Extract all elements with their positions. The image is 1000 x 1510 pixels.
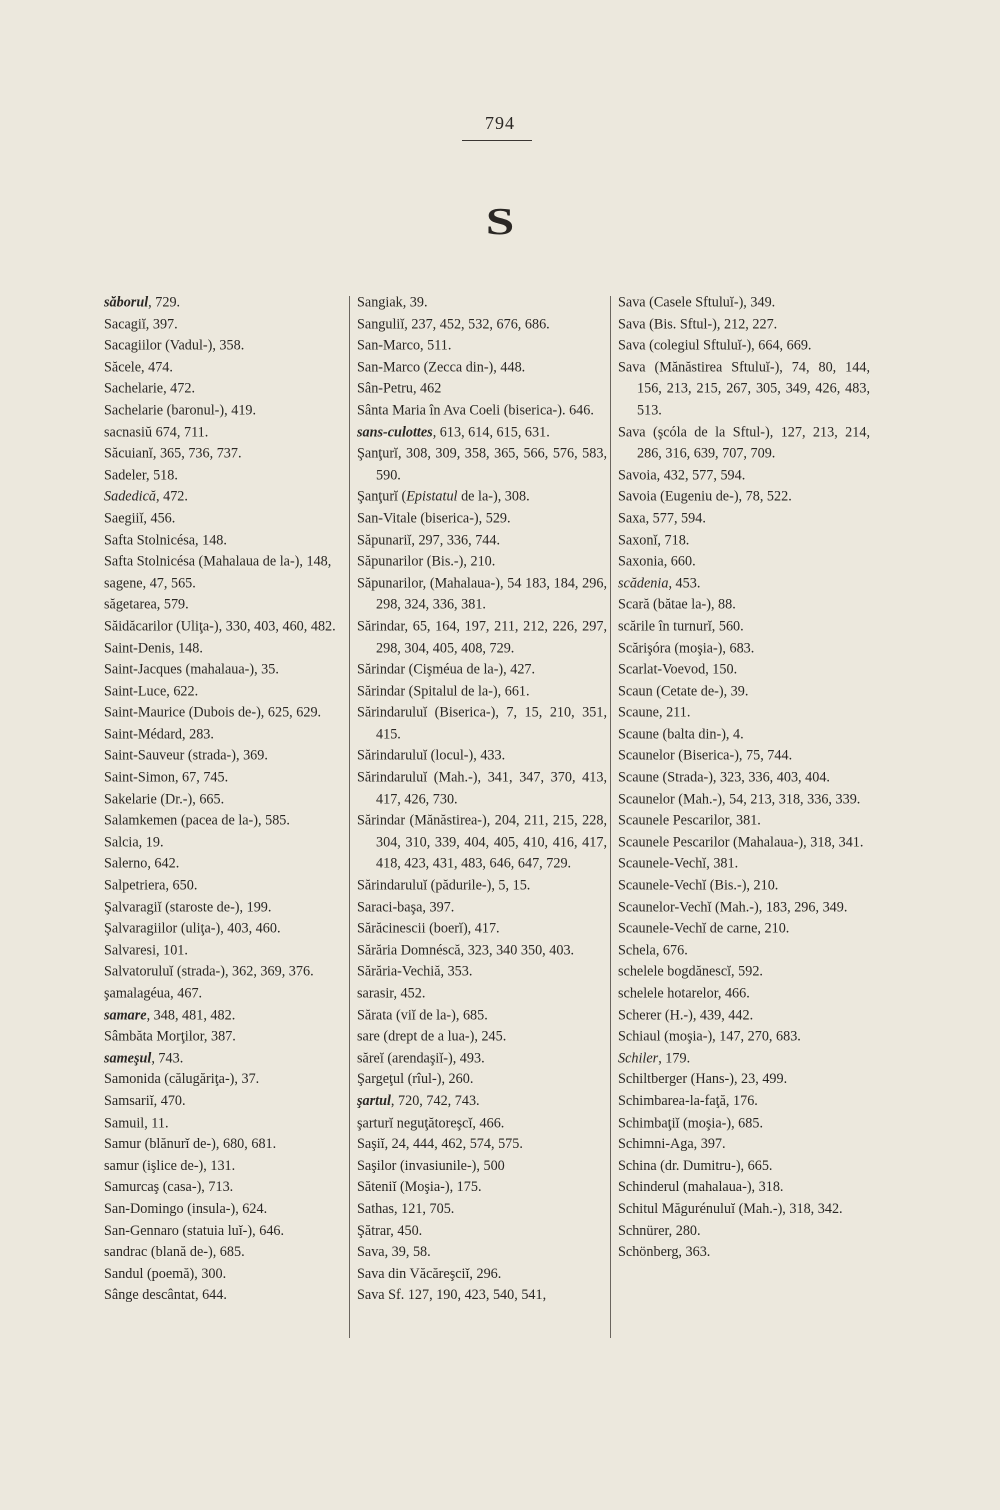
index-entry: săgetarea, 579. [104, 596, 189, 614]
index-entry [357, 421, 607, 443]
index-entry: Salvaresi, 101. [104, 941, 188, 959]
index-entry: samur (işlice de-), 131. [104, 1157, 236, 1175]
index-entry: Saşilor (invasiunile-), 500 [357, 1157, 505, 1175]
index-entry: Saxonia, 660. [618, 553, 696, 570]
index-entry: Schinderul (mahalaua-), 318. [618, 1178, 784, 1196]
index-entry: Sărindar, 65, 164, 197, 211, 212, 226, 297, 298, 304, 405, 408, 729. [357, 617, 607, 657]
index-entry: Sava (şcóla de la Sftul-), 127, 213, 214, 286, 316, 639, 707, 709. [618, 423, 870, 462]
index-entry: Săidăcarilor (Uliţa-), 330, 403, 460, 482. [104, 617, 336, 635]
index-entry: Safta Stolnicésa, 148. [104, 531, 227, 549]
index-entry: Scaune (Strada-), 323, 336, 403, 404. [618, 768, 830, 786]
index-entry: Săcele, 474. [104, 358, 173, 376]
page-number-rule [462, 140, 532, 141]
index-entry: schelele hotarelor, 466. [618, 984, 750, 1002]
index-entry: Samsariĭ, 470. [104, 1092, 186, 1110]
entry-headword: samare [104, 1006, 147, 1024]
entry-references: , 348, 481, 482. [146, 1006, 236, 1024]
index-entry: Şargeţul (rîul-), 260. [357, 1071, 474, 1088]
index-entry: Saraci-başa, 397. [357, 898, 455, 916]
index-entry: Scaune (balta din-), 4. [618, 725, 744, 743]
index-entry: Scară (bătae la-), 88. [618, 596, 736, 614]
entry-headword: şartul [357, 1092, 391, 1110]
index-entry: şarturĭ neguţătoreşcĭ, 466. [357, 1114, 505, 1131]
index-entry [104, 486, 348, 508]
index-entry: Schimbarea-la-faţă, 176. [618, 1092, 758, 1110]
entry-headword: Schiler [618, 1049, 659, 1067]
entry-references: , 179. [658, 1049, 691, 1067]
index-entry: sacnasiŭ 674, 711. [104, 423, 209, 441]
index-entry: Schnürer, 280. [618, 1222, 701, 1239]
index-entry: Scaunelor-Vechĭ (Mah.-), 183, 296, 349. [618, 898, 848, 916]
index-entry [104, 1004, 348, 1026]
index-entry: Scaunelor (Mah.-), 54, 213, 318, 336, 339. [618, 790, 861, 808]
index-entry [104, 292, 348, 314]
index-entry [618, 1047, 870, 1069]
entry-references: , 613, 614, 615, 631. [432, 423, 550, 441]
index-entry: San-Domingo (insula-), 624. [104, 1200, 268, 1218]
index-entry: Sân-Petru, 462 [357, 380, 442, 398]
index-entry: Scărişóra (moşia-), 683. [618, 639, 755, 657]
index-entry: sare (drept de a lua-), 245. [357, 1027, 507, 1045]
index-entry: Saşiĭ, 24, 444, 462, 574, 575. [357, 1135, 523, 1153]
index-entry: Şătrar, 450. [357, 1222, 423, 1239]
entry-headword: săborul [104, 294, 149, 311]
entry-references: , 472. [156, 488, 188, 506]
index-entry: Sachelarie (baronul-), 419. [104, 402, 257, 419]
index-entry: Şalvaragiilor (uliţa-), 403, 460. [104, 919, 281, 937]
index-entry: Şalvaragiĭ (staroste de-), 199. [104, 898, 272, 916]
index-entry: Sărăria Domnéscă, 323, 340 350, 403. [357, 941, 575, 959]
index-entry: Salvatoruluĭ (strada-), 362, 369, 376. [104, 963, 314, 980]
index-entry: Sava, 39, 58. [357, 1243, 431, 1261]
entry-headword: Epistatul [406, 488, 458, 506]
index-entry: Scarlat-Voevod, 150. [618, 660, 738, 678]
index-column-2 [357, 292, 607, 1306]
index-entry: Saint-Simon, 67, 745. [104, 768, 229, 786]
index-entry: Saint-Luce, 622. [104, 682, 199, 700]
index-entry: Schiaul (moşia-), 147, 270, 683. [618, 1027, 801, 1045]
column-divider [610, 296, 611, 1338]
entry-references: , 453. [668, 574, 701, 592]
index-entry: Săpunarilor (Bis.-), 210. [357, 553, 496, 570]
index-entry: Săpunarilor, (Mahalaua-), 54 183, 184, 296, 298, 324, 336, 381. [357, 574, 607, 614]
index-entry: San-Marco (Zecca din-), 448. [357, 358, 526, 376]
index-entry: San-Marco, 511. [357, 337, 452, 355]
index-entry: Sărindar (Cişméua de la-), 427. [357, 660, 536, 678]
index-entry: Sărăcinescii (boerĭ), 417. [357, 919, 500, 937]
index-entry: Samonida (călugăriţa-), 37. [104, 1071, 260, 1088]
index-entry: Safta Stolnicésa (Mahalaua de la-), 148, [104, 553, 332, 570]
index-entry: Sărindaruluĭ (pădurile-), 5, 15. [357, 876, 531, 894]
index-entry: Săcuianĭ, 365, 736, 737. [104, 445, 242, 462]
index-entry: sandrac (blană de-), 685. [104, 1243, 245, 1261]
index-entry: Sacagiĭ, 397. [104, 315, 178, 333]
index-entry: Savoia, 432, 577, 594. [618, 466, 746, 484]
index-entry: Schönberg, 363. [618, 1243, 711, 1261]
section-letter: S [485, 201, 515, 243]
entry-references: de la-), 308. [457, 488, 530, 506]
index-entry: Scaune, 211. [618, 704, 691, 721]
index-entry: Sangiak, 39. [357, 294, 428, 311]
index-entry: Schimni-Aga, 397. [618, 1135, 726, 1153]
index-entry: Saint-Jacques (mahalaua-), 35. [104, 660, 279, 678]
index-entry [357, 1091, 607, 1113]
index-entry: Scaunele Pescarilor (Mahalaua-), 318, 341. [618, 833, 864, 851]
column-divider [349, 296, 350, 1338]
entry-headword: sans-culottes [357, 423, 433, 441]
index-entry: Salpetriera, 650. [104, 876, 198, 894]
index-entry: şamalagéua, 467. [104, 984, 203, 1002]
index-entry: Salerno, 642. [104, 855, 180, 873]
index-entry: Salcia, 19. [104, 833, 164, 851]
index-entry [618, 573, 870, 595]
entry-headword: Sadedică [104, 488, 157, 506]
entry-prefix: Şanţurĭ ( [357, 488, 407, 506]
index-entry: Scaunele Pescarilor, 381. [618, 812, 761, 829]
index-entry: Savoia (Eugeniu de-), 78, 522. [618, 488, 792, 506]
index-entry: Sathas, 121, 705. [357, 1200, 455, 1218]
index-entry: Scaunele-Vechĭ de carne, 210. [618, 919, 790, 937]
entry-headword: sameşul [104, 1049, 152, 1067]
entry-references: , 743. [151, 1049, 184, 1067]
index-entry: Sadeler, 518. [104, 466, 178, 484]
index-entry: scările în turnurĭ, 560. [618, 617, 744, 635]
index-entry: Schiltberger (Hans-), 23, 499. [618, 1071, 788, 1088]
index-entry: Saxa, 577, 594. [618, 509, 706, 527]
index-entry: Săteniĭ (Moşia-), 175. [357, 1178, 482, 1196]
index-entry: Saint-Médard, 283. [104, 725, 214, 743]
index-entry: Sărindaruluĭ (Mah.-), 341, 347, 370, 413, 417, 426, 730. [357, 768, 607, 808]
index-entry: Şanţurĭ, 308, 309, 358, 365, 566, 576, 583, 590. [357, 445, 607, 484]
index-entry: Sărindaruluĭ (Biserica-), 7, 15, 210, 351, 415. [357, 704, 607, 743]
index-entry: Scaunele-Vechĭ, 381. [618, 855, 739, 873]
index-entry: sarasir, 452. [357, 984, 426, 1002]
index-entry: Schina (dr. Dumitru-), 665. [618, 1157, 773, 1175]
page-number: 794 [485, 113, 515, 133]
index-entry: Scaunelor (Biserica-), 75, 744. [618, 747, 793, 765]
index-entry: Samur (blănurĭ de-), 680, 681. [104, 1135, 277, 1153]
index-entry: San-Gennaro (statuia luĭ-), 646. [104, 1222, 285, 1239]
entry-headword: scădenia [618, 574, 669, 592]
index-entry: Sărata (viĭ de la-), 685. [357, 1006, 488, 1024]
index-entry: Săpunariĭ, 297, 336, 744. [357, 531, 501, 549]
index-entry: Saint-Maurice (Dubois de-), 625, 629. [104, 704, 322, 721]
index-entry: Scaunele-Vechĭ (Bis.-), 210. [618, 876, 779, 894]
entry-references: , 720, 742, 743. [390, 1092, 480, 1110]
index-entry: Saint-Sauveur (strada-), 369. [104, 747, 268, 765]
index-entry: Sărindar (Spitalul de la-), 661. [357, 682, 530, 700]
index-entry: Samurcaş (casa-), 713. [104, 1178, 234, 1196]
entry-references: , 729. [148, 294, 181, 311]
index-entry: Sărindar (Mănăstirea-), 204, 211, 215, 228, 304, 310, 339, 404, 405, 410, 416, 417, 418, 423, 431, 483, 646, 647, 729. [357, 812, 607, 873]
index-entry: Scherer (H.-), 439, 442. [618, 1006, 754, 1024]
index-entry: Sachelarie, 472. [104, 380, 195, 398]
index-entry: sagene, 47, 565. [104, 574, 196, 592]
index-entry: Sacagiilor (Vadul-), 358. [104, 337, 245, 355]
index-entry: Schitul Măgurénuluĭ (Mah.-), 318, 342. [618, 1200, 843, 1218]
index-entry: Saxonĭ, 718. [618, 531, 690, 549]
index-entry: Sânge descântat, 644. [104, 1286, 227, 1304]
index-entry: Sanguliĭ, 237, 452, 532, 676, 686. [357, 315, 550, 333]
index-entry: Sakelarie (Dr.-), 665. [104, 790, 225, 808]
index-entry: Sava (colegiul Sftuluĭ-), 664, 669. [618, 337, 812, 355]
index-column-3 [618, 292, 870, 1263]
index-entry: Sava (Bis. Sftul-), 212, 227. [618, 315, 778, 333]
index-entry: Sandul (poemă), 300. [104, 1265, 227, 1283]
index-entry: Saegiiĭ, 456. [104, 509, 176, 527]
index-entry: Sava (Casele Sftuluĭ-), 349. [618, 294, 776, 311]
index-entry: schelele bogdănescĭ, 592. [618, 963, 763, 980]
index-entry: Sâmbăta Morţilor, 387. [104, 1027, 236, 1045]
index-entry: Schimbaţiĭ (moşia-), 685. [618, 1114, 764, 1131]
index-entry: San-Vitale (biserica-), 529. [357, 509, 511, 527]
index-entry: Scaun (Cetate de-), 39. [618, 682, 749, 700]
index-entry: Schela, 676. [618, 941, 688, 959]
index-entry: Sava Sf. 127, 190, 423, 540, 541, [357, 1286, 547, 1304]
index-entry: Sava din Văcăreşciĭ, 296. [357, 1265, 502, 1283]
index-entry [357, 486, 607, 508]
index-entry: Salamkemen (pacea de la-), 585. [104, 812, 290, 829]
index-column-1 [104, 292, 348, 1306]
index-entry: Sava (Mănăstirea Sftuluĭ-), 74, 80, 144, 156, 213, 215, 267, 305, 349, 426, 483, 513. [618, 358, 870, 419]
index-entry: Saint-Denis, 148. [104, 639, 203, 657]
index-entry [104, 1047, 348, 1069]
index-entry: Sânta Maria în Ava Coeli (biserica-). 646. [357, 402, 594, 419]
index-entry: Samuil, 11. [104, 1114, 169, 1131]
index-entry: Sărindaruluĭ (locul-), 433. [357, 747, 506, 765]
index-entry: săreĭ (arendaşiĭ-), 493. [357, 1049, 485, 1067]
index-entry: Sărăria-Vechiă, 353. [357, 963, 473, 980]
